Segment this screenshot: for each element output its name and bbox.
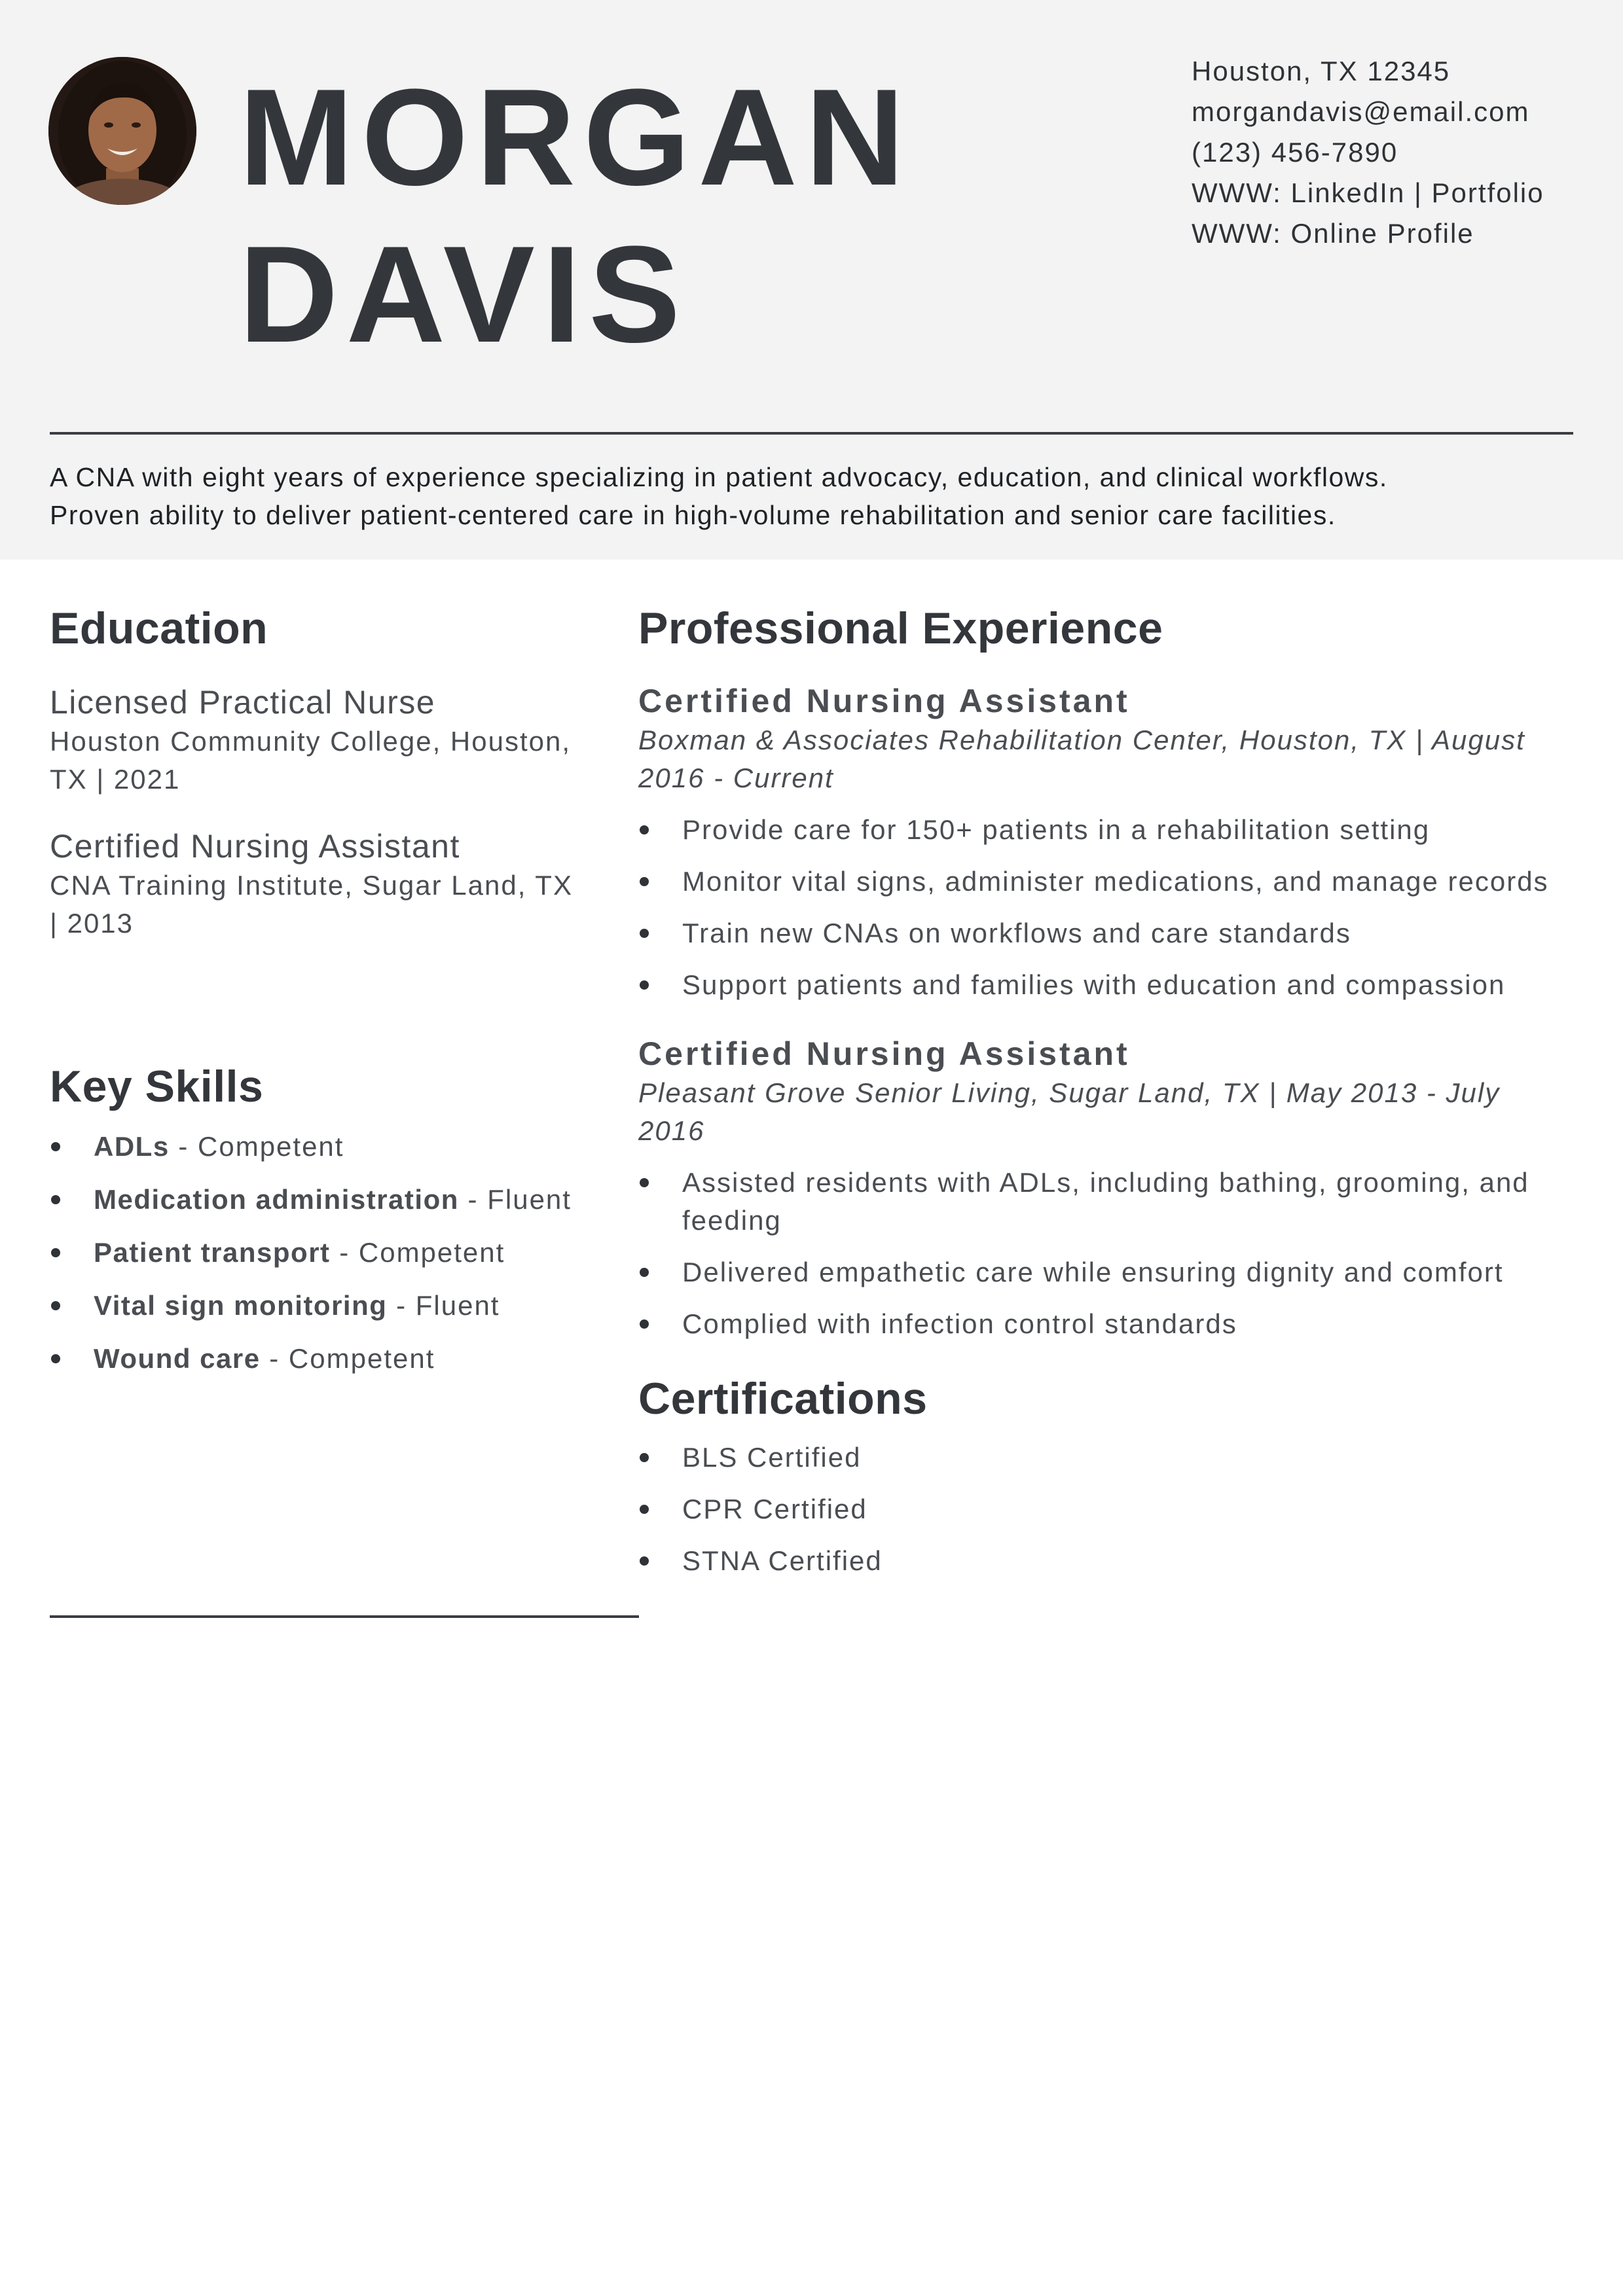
skill-level: Competent	[198, 1131, 344, 1162]
job-entry	[638, 681, 1581, 1004]
header-divider	[50, 432, 1573, 435]
skill-item: Medication administration - Fluent	[50, 1181, 639, 1219]
job-bullet-text: Complied with infection control standards	[682, 1308, 1237, 1339]
job-entry	[638, 1033, 1581, 1343]
bullet-dot	[640, 825, 649, 834]
contact-profile[interactable]: WWW: Online Profile	[1192, 218, 1474, 249]
header-band	[0, 0, 1623, 560]
job-bullet	[638, 1305, 1581, 1343]
certification-item	[638, 1439, 1581, 1477]
skill-level: Fluent	[487, 1184, 572, 1215]
certification-text: STNA Certified	[682, 1545, 883, 1576]
job-meta: Boxman & Associates Rehabilitation Center, Houston, TX | August	[638, 725, 1525, 755]
job-bullet-text: Monitor vital signs, administer medications, and manage records	[682, 866, 1549, 897]
education-item	[50, 826, 593, 942]
education-detail: CNA Training Institute, Sugar Land, TX	[50, 870, 573, 901]
job-title: Certified Nursing Assistant	[638, 1035, 1130, 1072]
certification-text: BLS Certified	[682, 1442, 862, 1473]
bullet-dot	[51, 1354, 60, 1363]
certification-item	[638, 1490, 1581, 1528]
job-bullet-text: feeding	[682, 1205, 782, 1236]
skill-item: Vital sign monitoring - Fluent	[50, 1287, 639, 1325]
education-detail: Houston Community College, Houston,	[50, 726, 572, 757]
skill-level: Competent	[288, 1343, 435, 1374]
certifications-section	[638, 1372, 1581, 1580]
candidate-name	[239, 59, 913, 373]
contact-links[interactable]: WWW: LinkedIn | Portfolio	[1192, 177, 1544, 208]
bullet-dot	[640, 1178, 649, 1187]
contact-email[interactable]: morgandavis@email.com	[1192, 96, 1530, 127]
job-bullet-text: Provide care for 150+ patients in a rehabilitation setting	[682, 814, 1431, 845]
education-heading: Education	[50, 603, 268, 653]
bullet-dot	[640, 1319, 649, 1329]
summary-line: A CNA with eight years of experience specializing in patient advocacy, education, and clinical workflows.	[50, 462, 1388, 492]
right-column	[638, 602, 1581, 1580]
job-bullet-text: Delivered empathetic care while ensuring dignity and comfort	[682, 1257, 1504, 1287]
job-bullet	[638, 811, 1581, 849]
job-bullet	[638, 1164, 1581, 1240]
bullet-dot	[51, 1195, 60, 1204]
bullet-dot	[640, 1505, 649, 1514]
certification-item	[638, 1542, 1581, 1580]
bullet-dot	[640, 1268, 649, 1277]
profile-photo-illustration	[48, 57, 196, 205]
experience-heading: Professional Experience	[638, 603, 1163, 653]
job-bullet	[638, 966, 1581, 1004]
summary-line: Proven ability to deliver patient-centered care in high-volume rehabilitation and senior care facilities.	[50, 500, 1336, 530]
education-detail: TX | 2021	[50, 764, 181, 795]
skill-name: Vital sign monitoring	[94, 1290, 388, 1321]
job-bullet	[638, 1253, 1581, 1291]
job-bullet-text: Support patients and families with education and compassion	[682, 969, 1506, 1000]
job-bullet	[638, 863, 1581, 901]
education-degree: Licensed Practical Nurse	[50, 684, 436, 721]
skill-level: Fluent	[415, 1290, 500, 1321]
skill-name: Patient transport	[94, 1237, 331, 1268]
last-name: DAVIS	[239, 217, 689, 371]
bullet-dot	[640, 980, 649, 990]
profile-photo	[48, 57, 196, 205]
skills-section	[50, 1060, 639, 1378]
bullet-dot	[640, 877, 649, 886]
first-name: MORGAN	[239, 60, 913, 214]
contact-location: Houston, TX 12345	[1192, 56, 1451, 86]
education-degree: Certified Nursing Assistant	[50, 828, 460, 865]
certifications-heading: Certifications	[638, 1374, 928, 1424]
job-meta: 2016 - Current	[638, 762, 834, 793]
skill-level: Competent	[358, 1237, 505, 1268]
job-bullet	[638, 914, 1581, 952]
skill-item: ADLs - Competent	[50, 1128, 639, 1166]
bullet-dot	[640, 1453, 649, 1462]
contact-block	[1192, 51, 1544, 254]
certification-text: CPR Certified	[682, 1494, 867, 1524]
skills-list	[50, 1128, 639, 1378]
job-bullets	[638, 811, 1581, 1004]
bullet-dot	[640, 1556, 649, 1566]
job-bullets	[638, 1164, 1581, 1343]
skill-item: Wound care - Competent	[50, 1340, 639, 1378]
left-column	[50, 602, 593, 1374]
bullet-dot	[51, 1248, 60, 1257]
skill-name: Wound care	[94, 1343, 261, 1374]
education-item	[50, 682, 593, 798]
job-bullet-text: Assisted residents with ADLs, including bathing, grooming, and	[682, 1167, 1529, 1198]
job-title: Certified Nursing Assistant	[638, 683, 1130, 719]
bullet-dot	[51, 1142, 60, 1151]
professional-summary	[50, 458, 1582, 534]
skill-name: ADLs	[94, 1131, 170, 1162]
job-bullet-text: Train new CNAs on workflows and care standards	[682, 918, 1351, 948]
job-meta: Pleasant Grove Senior Living, Sugar Land, TX | May 2013 - July	[638, 1077, 1501, 1108]
education-detail: | 2013	[50, 908, 134, 939]
job-meta: 2016	[638, 1115, 705, 1146]
section-divider	[50, 1615, 639, 1618]
contact-phone: (123) 456-7890	[1192, 137, 1398, 168]
bullet-dot	[51, 1301, 60, 1310]
certifications-list	[638, 1439, 1581, 1580]
skill-name: Medication administration	[94, 1184, 459, 1215]
skill-item: Patient transport - Competent	[50, 1234, 639, 1272]
bullet-dot	[640, 929, 649, 938]
skills-heading: Key Skills	[50, 1062, 264, 1111]
